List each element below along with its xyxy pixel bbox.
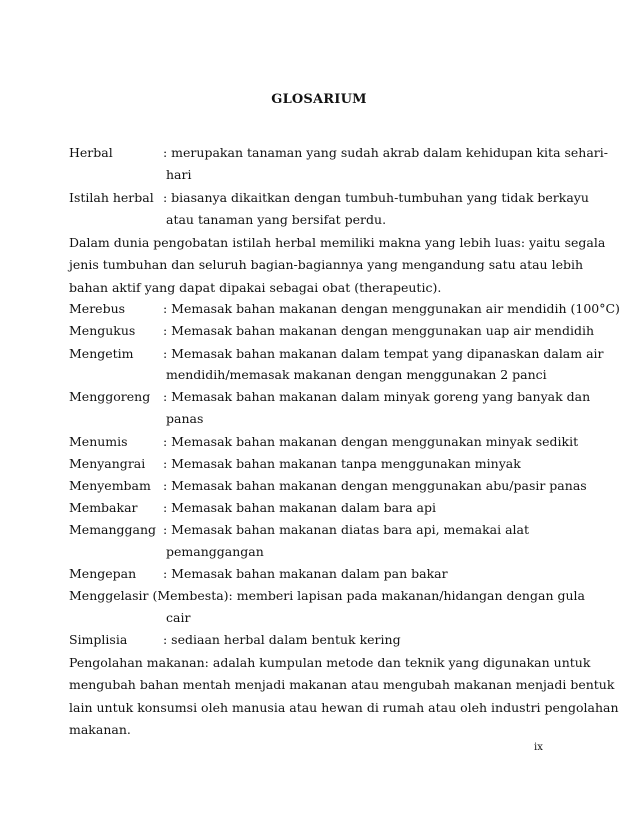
term-mengepan: Mengepan [69, 566, 137, 581]
term-menumis: Menumis [69, 434, 128, 449]
paragraph-line: makanan. [69, 722, 131, 737]
paragraph-line: bahan aktif yang dapat dipakai sebagai obat (therapeutic). [69, 280, 442, 295]
definition-menyembam: : Memasak bahan makanan dengan menggunakan abu/pasir panas [163, 478, 587, 493]
definition-herbal-cont: hari [166, 167, 192, 182]
page-number: ix [534, 742, 543, 753]
definition-merebus: : Memasak bahan makanan dengan menggunakan air mendidih (100°C) [163, 301, 620, 316]
definition-mengetim-cont: mendidih/memasak makanan dengan menggunakan 2 panci [166, 367, 547, 382]
term-mengetim: Mengetim [69, 346, 134, 361]
page-title: GLOSARIUM [271, 92, 367, 107]
definition-mengetim: : Memasak bahan makanan dalam tempat yang dipanaskan dalam air [163, 346, 604, 361]
term-menyembam: Menyembam [69, 478, 151, 493]
term-memanggang: Memanggang [69, 522, 157, 537]
term-merebus: Merebus [69, 301, 126, 316]
definition-simplisia: : sediaan herbal dalam bentuk kering [163, 632, 401, 647]
definition-mengukus: : Memasak bahan makanan dengan menggunakan uap air mendidih [163, 323, 595, 338]
definition-menggoreng-cont: panas [166, 411, 204, 426]
definition-memanggang: : Memasak bahan makanan diatas bara api, memakai alat [163, 522, 529, 537]
paragraph-line: Pengolahan makanan: adalah kumpulan metode dan teknik yang digunakan untuk [69, 655, 591, 670]
definition-menggoreng: : Memasak bahan makanan dalam minyak goreng yang banyak dan [163, 389, 591, 404]
definition-menumis: : Memasak bahan makanan dengan menggunakan minyak sedikit [163, 434, 579, 449]
definition-menyangrai: : Memasak bahan makanan tanpa menggunakan minyak [163, 456, 521, 471]
term-herbal: Herbal [69, 145, 113, 160]
definition-menggelasir-cont: cair [166, 610, 191, 625]
definition-membakar: : Memasak bahan makanan dalam bara api [163, 500, 436, 515]
paragraph-line: lain untuk konsumsi oleh manusia atau hewan di rumah atau oleh industri pengolahan [69, 700, 619, 715]
term-istilah-herbal: Istilah herbal [69, 190, 154, 205]
paragraph-line: jenis tumbuhan dan seluruh bagian-bagiannya yang mengandung satu atau lebih [69, 257, 584, 272]
paragraph-line: Dalam dunia pengobatan istilah herbal memiliki makna yang lebih luas: yaitu segala [69, 235, 606, 250]
definition-istilah-herbal-cont: atau tanaman yang bersifat perdu. [166, 212, 387, 227]
definition-mengepan: : Memasak bahan makanan dalam pan bakar [163, 566, 448, 581]
term-menyangrai: Menyangrai [69, 456, 146, 471]
term-mengukus: Mengukus [69, 323, 136, 338]
definition-herbal: : merupakan tanaman yang sudah akrab dalam kehidupan kita sehari- [163, 145, 609, 160]
term-simplisia: Simplisia [69, 632, 128, 647]
definition-istilah-herbal: : biasanya dikaitkan dengan tumbuh-tumbuhan yang tidak berkayu [163, 190, 589, 205]
term-menggelasir: Menggelasir (Membesta): memberi lapisan pada makanan/hidangan dengan gula [69, 588, 585, 603]
term-menggoreng: Menggoreng [69, 389, 151, 404]
term-membakar: Membakar [69, 500, 138, 515]
paragraph-line: mengubah bahan mentah menjadi makanan atau mengubah makanan menjadi bentuk [69, 677, 615, 692]
definition-memanggang-cont: pemanggangan [166, 544, 264, 559]
